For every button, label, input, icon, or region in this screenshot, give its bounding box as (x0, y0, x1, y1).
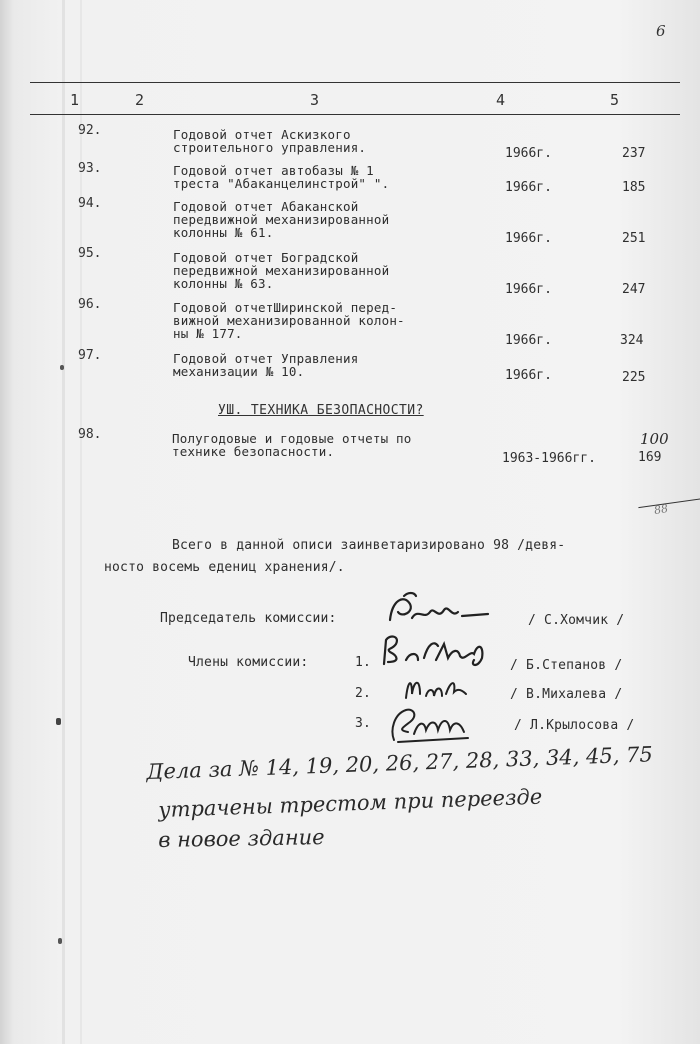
row-year: 1966г. (505, 146, 552, 161)
row-title-line: вижной механизированной колон- (173, 313, 405, 328)
row-sheets: 251 (622, 231, 646, 246)
row-title-line: Годовой отчет Управления (173, 351, 359, 366)
row-title-line: колонны № 61. (173, 225, 274, 240)
row-title-line: передвижной механизированной (173, 263, 390, 278)
row-title-line: строительного управления. (173, 140, 367, 155)
member-number: 1. (355, 655, 372, 670)
paper-fold (62, 0, 65, 1044)
row-number: 97. (78, 348, 102, 363)
row-year: 1966г. (505, 180, 552, 195)
row-title-line: колонны № 63. (173, 276, 274, 291)
row-number: 95. (78, 246, 102, 261)
row-title-line: Годовой отчет Аскизкого (173, 127, 351, 142)
member-signature (378, 630, 496, 670)
chair-label: Председатель комиссии: (160, 611, 337, 626)
row-title-line: Годовой отчет Боградской (173, 250, 359, 265)
chair-signature (384, 590, 496, 634)
total-line-2: носто восемь едениц хранения/. (104, 560, 345, 575)
page-number: 6 (656, 22, 666, 40)
row-sheets-struck: 169 (638, 450, 700, 465)
row-sheets: 237 (622, 146, 646, 161)
header-rule-top (30, 82, 680, 83)
row-sheets: 225 (622, 370, 646, 385)
row-number: 94. (78, 196, 102, 211)
header-col-1: 1 (70, 91, 80, 109)
row-title-line: ны № 177. (173, 326, 243, 341)
row-title-line: механизации № 10. (173, 364, 305, 379)
row-sheets-corrected: 100 (640, 430, 669, 448)
total-line-1: Всего в данной описи заинветаризировано 98 /девя- (172, 538, 566, 553)
row-title-line: Полугодовые и годовые отчеты по (172, 431, 412, 446)
row-number: 92. (78, 123, 102, 138)
member-name: / Б.Степанов / (510, 658, 623, 673)
handwritten-note-line-2: утрачены трестом при переезде (158, 784, 543, 822)
row-year: 1966г. (505, 231, 552, 246)
members-label: Члены комиссии: (188, 655, 309, 670)
edge-mark (60, 365, 64, 370)
row-title-line: передвижной механизированной (173, 212, 390, 227)
row-title-line: треста "Абаканцелинстрой" ". (173, 176, 390, 191)
row-title-line: Годовой отчетШиринской перед- (173, 300, 398, 315)
row-sheets: 185 (622, 180, 646, 195)
row-number: 93. (78, 161, 102, 176)
handwritten-note-line-1: Дела за № 14, 19, 20, 26, 27, 28, 33, 34, 45, 75 (146, 742, 654, 784)
row-number: 96. (78, 297, 102, 312)
row-title-line: Годовой отчет Абаканской (173, 199, 359, 214)
row-sheets: 247 (622, 282, 646, 297)
paper-fold (80, 0, 82, 1044)
member-name: / Л.Крылосова / (514, 718, 635, 733)
row-sheets: 324 (620, 333, 644, 348)
edge-mark (58, 938, 62, 944)
member-number: 3. (355, 716, 372, 731)
row-year: 1963-1966гг. (502, 451, 596, 466)
member-signature (384, 700, 476, 748)
member-number: 2. (355, 686, 372, 701)
edge-mark (56, 718, 61, 725)
header-rule-bottom (30, 114, 680, 115)
row-year: 1966г. (505, 282, 552, 297)
handwritten-note-line-3: в новое здание (158, 825, 325, 852)
row-year: 1966г. (505, 368, 552, 383)
header-col-4: 4 (496, 91, 506, 109)
header-col-2: 2 (135, 91, 145, 109)
chair-name: / С.Хомчик / (528, 613, 625, 628)
margin-note: 88 (652, 501, 670, 518)
row-title-line: технике безопасности. (172, 444, 335, 459)
row-title-line: Годовой отчет автобазы № 1 (173, 163, 374, 178)
section-heading: УШ. ТЕХНИКА БЕЗОПАСНОСТИ? (218, 403, 424, 418)
row-year: 1966г. (505, 333, 552, 348)
member-name: / В.Михалева / (510, 687, 623, 702)
header-col-3: 3 (310, 91, 320, 109)
row-number: 98. (78, 427, 102, 442)
header-col-5: 5 (610, 91, 620, 109)
